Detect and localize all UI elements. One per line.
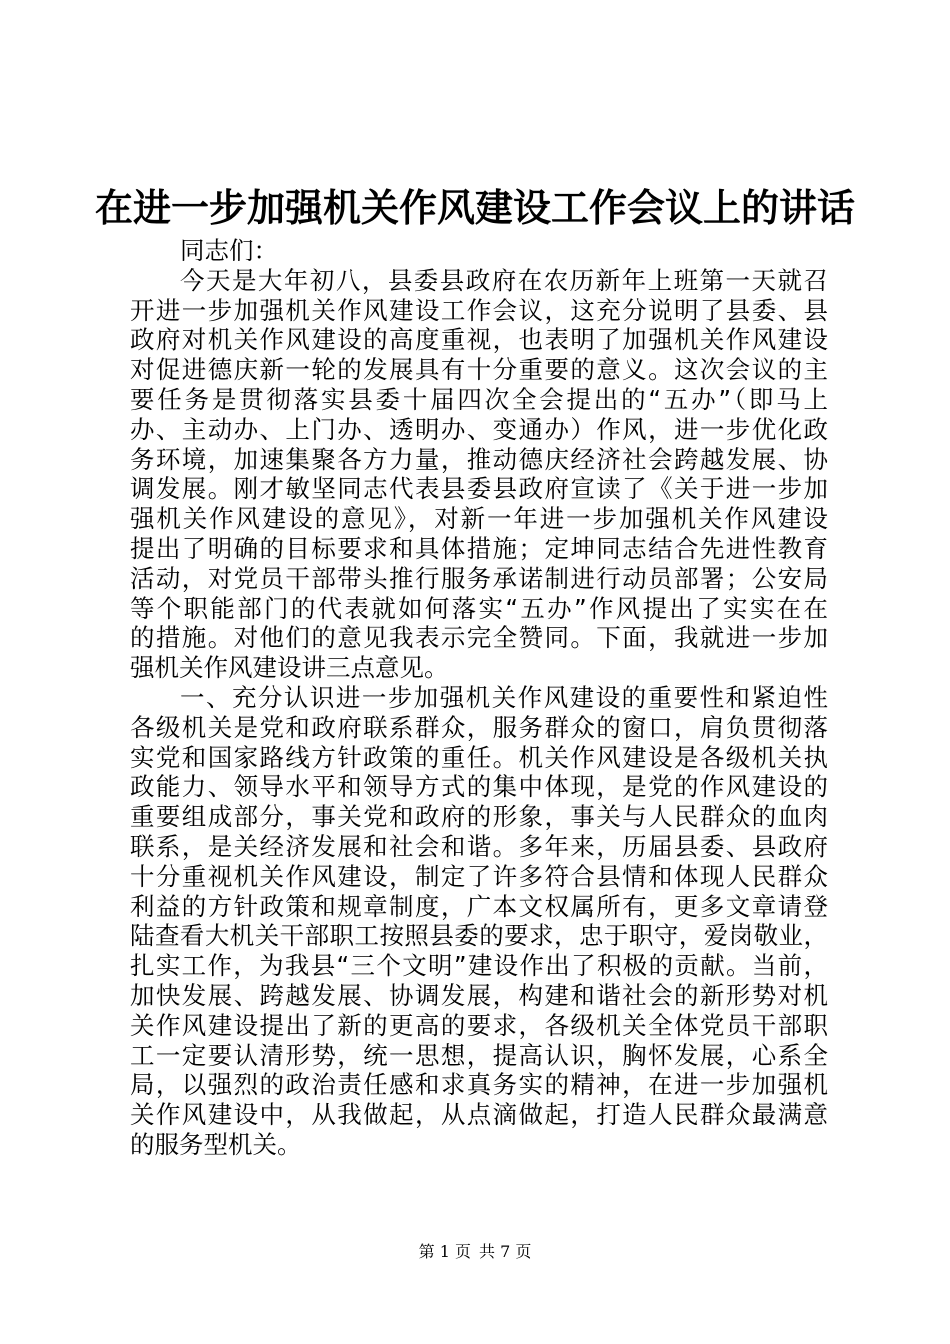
salutation-line: 同志们： (180, 236, 278, 265)
page-number: 第 1 页 (418, 1242, 471, 1261)
paragraph-line: 局，以强烈的政治责任感和求真务实的精神，在进一步加强机 (130, 1070, 828, 1100)
paragraph-line: 利益的方针政策和规章制度，广本文权属所有，更多文章请登 (130, 891, 828, 921)
document-body (130, 236, 828, 1160)
paragraph-line: 十分重视机关作风建设，制定了许多符合县情和体现人民群众 (130, 861, 828, 891)
paragraph-line: 强机关作风建设讲三点意见。 (130, 653, 449, 683)
paragraph-line: 政能力、领导水平和领导方式的集中体现，是党的作风建设的 (130, 772, 828, 802)
paragraph-line: 活动，对党员干部带头推行服务承诺制进行动员部署；公安局 (130, 563, 828, 593)
paragraph-line: 要任务是贯彻落实县委十届四次全会提出的“五办”（即马上 (130, 384, 828, 414)
paragraph-line: 加快发展、跨越发展、协调发展，构建和谐社会的新形势对机 (130, 980, 828, 1010)
paragraph-line: 联系，是关经济发展和社会和谐。多年来，历届县委、县政府 (130, 831, 828, 861)
paragraph-line: 陆查看大机关干部职工按照县委的要求，忠于职守，爱岗敬业， (130, 921, 828, 951)
document-title: 在进一步加强机关作风建设工作会议上的讲话 (94, 185, 855, 230)
paragraph-line: 的服务型机关。 (130, 1129, 302, 1159)
paragraph-line: 关作风建设提出了新的更高的要求，各级机关全体党员干部职 (130, 1010, 828, 1040)
paragraph-line: 提出了明确的目标要求和具体措施；定坤同志结合先进性教育 (130, 533, 828, 563)
paragraph-line: 各级机关是党和政府联系群众，服务群众的窗口，肩负贯彻落 (130, 712, 828, 742)
paragraph-line: 工一定要认清形势，统一思想，提高认识，胸怀发展，心系全 (130, 1040, 828, 1070)
paragraph-line: 调发展。刚才敏坚同志代表县委县政府宣读了《关于进一步加 (130, 474, 828, 504)
paragraph-line: 的措施。对他们的意见我表示完全赞同。下面，我就进一步加 (130, 623, 828, 653)
paragraph-line: 重要组成部分，事关党和政府的形象，事关与人民群众的血肉 (130, 802, 828, 832)
page-footer (0, 1242, 950, 1262)
paragraph-line: 实党和国家路线方针政策的重任。机关作风建设是各级机关执 (130, 742, 828, 772)
paragraph-line: 务环境，加速集聚各方力量，推动德庆经济社会跨越发展、协 (130, 444, 828, 474)
page-total: 共 7 页 (479, 1242, 532, 1261)
paragraph-line: 等个职能部门的代表就如何落实“五办”作风提出了实实在在 (130, 593, 828, 623)
paragraph-line: 今天是大年初八，县委县政府在农历新年上班第一天就召 (180, 265, 828, 295)
paragraph-line: 关作风建设中，从我做起，从点滴做起，打造人民群众最满意 (130, 1100, 828, 1130)
paragraph-line: 扎实工作，为我县“三个文明”建设作出了积极的贡献。当前， (130, 951, 828, 981)
paragraph-line: 对促进德庆新一轮的发展具有十分重要的意义。这次会议的主 (130, 355, 828, 385)
section-heading: 一、充分认识进一步加强机关作风建设的重要性和紧迫性 (180, 682, 828, 712)
paragraph-line: 强机关作风建设的意见》，对新一年进一步加强机关作风建设 (130, 504, 828, 534)
paragraph-line: 开进一步加强机关作风建设工作会议，这充分说明了县委、县 (130, 295, 828, 325)
paragraph-line: 政府对机关作风建设的高度重视，也表明了加强机关作风建设 (130, 325, 828, 355)
paragraph-line: 办、主动办、上门办、透明办、变通办）作风，进一步优化政 (130, 414, 828, 444)
